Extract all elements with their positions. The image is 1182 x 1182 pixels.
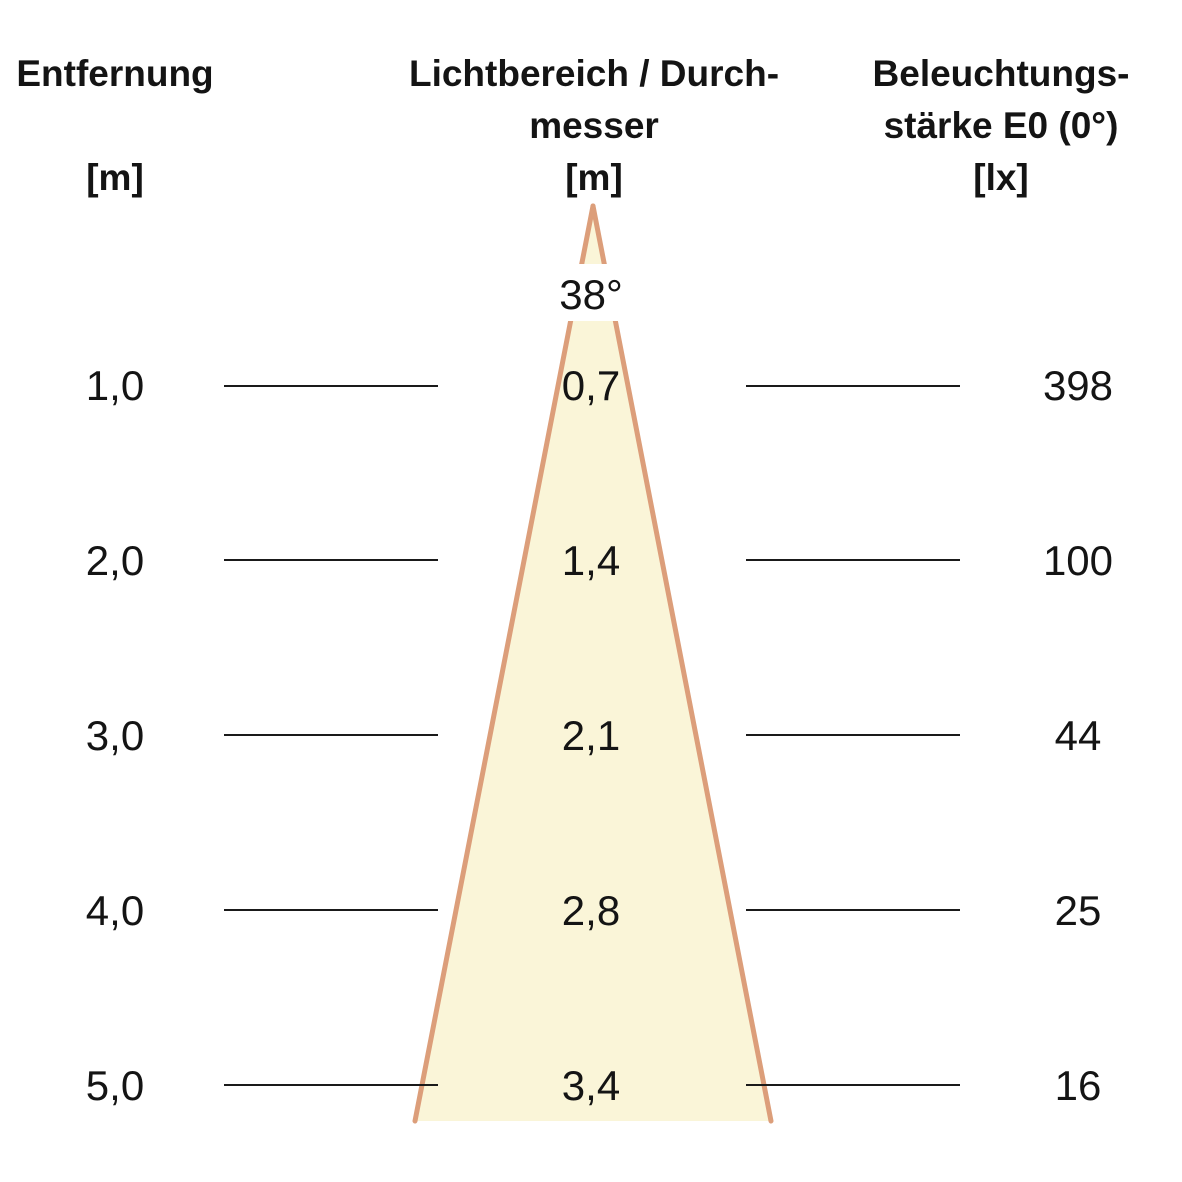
distance-value: 1,0 bbox=[85, 362, 145, 409]
header-illuminance-unit: [lx] bbox=[973, 157, 1029, 198]
header-diameter-title-line1: Lichtbereich / Durch- bbox=[408, 53, 780, 94]
header-distance-title: Entfernung bbox=[16, 53, 214, 94]
distance-value: 2,0 bbox=[85, 537, 145, 584]
distance-value: 3,0 bbox=[85, 712, 145, 759]
illuminance-value: 100 bbox=[1042, 537, 1114, 584]
diameter-value: 1,4 bbox=[561, 537, 621, 584]
header-illuminance-title-line1: Beleuchtungs- bbox=[872, 53, 1130, 94]
header-illuminance-title-line2: stärke E0 (0°) bbox=[883, 105, 1119, 146]
diameter-value: 0,7 bbox=[561, 362, 621, 409]
distance-value: 5,0 bbox=[85, 1062, 145, 1109]
header-diameter-title-line2: messer bbox=[529, 105, 659, 146]
diameter-value: 2,1 bbox=[561, 712, 621, 759]
illuminance-value: 25 bbox=[1054, 887, 1102, 934]
distance-value: 4,0 bbox=[85, 887, 145, 934]
header-distance-unit: [m] bbox=[86, 157, 144, 198]
header-diameter-unit: [m] bbox=[565, 157, 623, 198]
light-cone-fill bbox=[415, 206, 771, 1121]
illuminance-value: 44 bbox=[1054, 712, 1102, 759]
beam-angle-label: 38° bbox=[559, 271, 623, 318]
diameter-value: 3,4 bbox=[561, 1062, 621, 1109]
diameter-value: 2,8 bbox=[561, 887, 621, 934]
illuminance-value: 398 bbox=[1042, 362, 1114, 409]
illuminance-value: 16 bbox=[1054, 1062, 1102, 1109]
